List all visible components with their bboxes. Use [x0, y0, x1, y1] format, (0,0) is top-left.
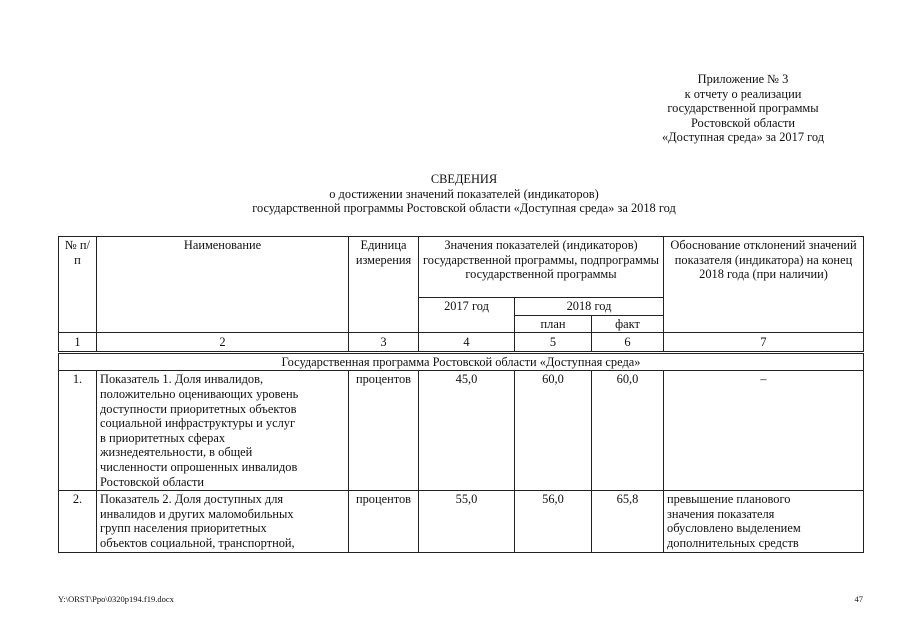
title-line-1: о достижении значений показателей (индикаторов): [329, 186, 599, 201]
row-num: 1.: [59, 371, 97, 491]
row-name-line: Показатель 2. Доля доступных для: [100, 492, 284, 507]
indicators-table: [58, 236, 864, 553]
row-name-line: групп населения приоритетных: [100, 521, 267, 536]
row-fact-value: 65,8: [592, 491, 664, 552]
row-name-line: доступности приоритетных объектов: [100, 401, 297, 416]
appendix-line: к отчету о реализации: [684, 86, 802, 101]
row-reason-line: превышение планового: [667, 492, 791, 507]
col-number: 2: [97, 333, 349, 353]
row-unit: процентов: [349, 371, 419, 491]
table-row: [59, 371, 864, 491]
footer-page-number: 47: [854, 594, 863, 604]
header-unit: Единица измерения: [349, 237, 419, 333]
appendix-line: «Доступная среда» за 2017 год: [661, 130, 825, 145]
header-2017: 2017 год: [419, 298, 515, 333]
row-name: [97, 371, 349, 491]
document-title: [200, 172, 728, 216]
row-reason-line: обусловлено выделением: [667, 521, 801, 536]
row-plan-value: 56,0: [515, 491, 592, 552]
row-name-line: жизнедеятельности, в общей: [100, 445, 253, 460]
header-num: № п/п: [59, 237, 97, 333]
program-row: [59, 352, 864, 371]
title-line-2: государственной программы Ростовской области «Доступная среда» за 2018 год: [252, 201, 676, 216]
header-2018: 2018 год: [515, 298, 664, 316]
row-name-line: Ростовской области: [100, 474, 205, 489]
appendix-line: Приложение № 3: [697, 72, 789, 86]
header-reason: Обоснование отклонений значений показателя (индикатора) на конец 2018 года (при наличии): [664, 237, 864, 333]
row-2017-value: 55,0: [419, 491, 515, 552]
row-name-line: объектов социальной, транспортной,: [100, 535, 295, 550]
col-number: 6: [592, 333, 664, 353]
row-name-line: социальной инфраструктуры и услуг: [100, 416, 296, 431]
row-reason-line: значения показателя: [667, 506, 775, 521]
col-number: 7: [664, 333, 864, 353]
row-plan-value: 60,0: [515, 371, 592, 491]
appendix-note: [633, 72, 853, 145]
row-reason: [664, 491, 864, 552]
title-heading: СВЕДЕНИЯ: [430, 172, 498, 186]
program-name: Государственная программа Ростовской области «Доступная среда»: [59, 352, 864, 371]
header-plan: план: [515, 315, 592, 333]
header-name: Наименование: [97, 237, 349, 333]
row-reason: [664, 371, 864, 491]
header-values: Значения показателей (индикаторов) государственной программы, подпрограммы государственной программы: [419, 237, 664, 298]
row-num: 2.: [59, 491, 97, 552]
row-reason-line: дополнительных средств: [667, 535, 799, 550]
col-number: 5: [515, 333, 592, 353]
footer-file-path: Y:\ORST\Ppo\0320p194.f19.docx: [58, 594, 174, 604]
row-name-line: в приоритетных сферах: [100, 430, 226, 445]
column-number-row: [59, 333, 864, 353]
appendix-line: государственной программы: [667, 101, 819, 116]
row-name-line: Показатель 1. Доля инвалидов,: [100, 372, 264, 387]
row-2017-value: 45,0: [419, 371, 515, 491]
row-fact-value: 60,0: [592, 371, 664, 491]
header-fact: факт: [592, 315, 664, 333]
col-number: 1: [59, 333, 97, 353]
row-reason-line: –: [760, 372, 767, 387]
table-row: [59, 491, 864, 552]
col-number: 4: [419, 333, 515, 353]
row-name-line: инвалидов и других маломобильных: [100, 506, 294, 521]
row-name-line: численности опрошенных инвалидов: [100, 459, 298, 474]
row-unit: процентов: [349, 491, 419, 552]
row-name-line: положительно оценивающих уровень: [100, 386, 299, 401]
appendix-line: Ростовской области: [690, 115, 796, 130]
header-row-1: [59, 237, 864, 298]
col-number: 3: [349, 333, 419, 353]
row-name: [97, 491, 349, 552]
